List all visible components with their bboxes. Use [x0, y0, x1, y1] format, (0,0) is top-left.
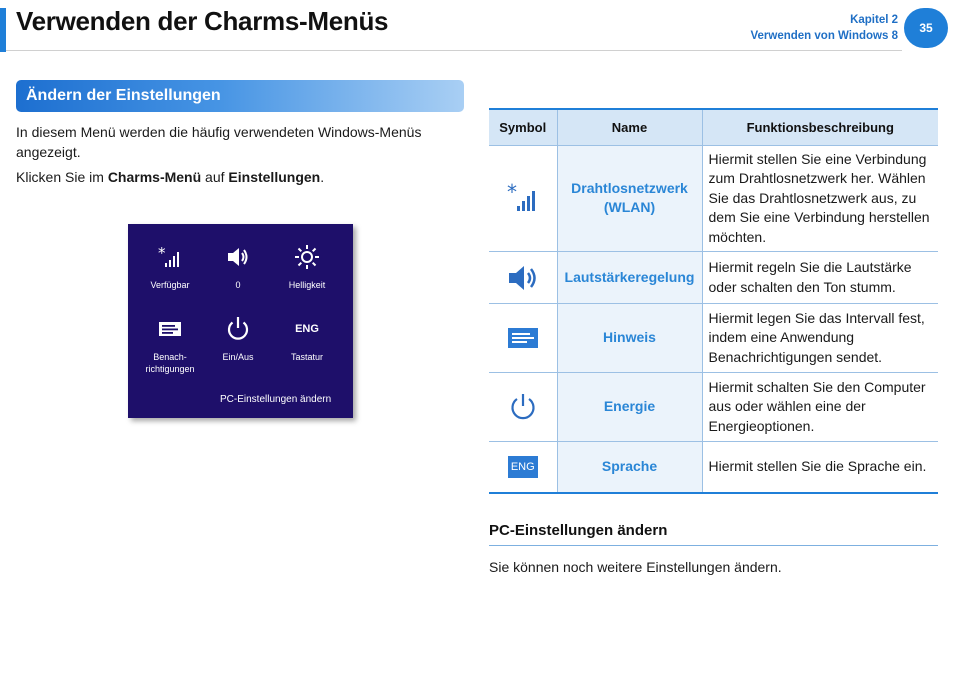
settings-term: Einstellungen — [228, 169, 321, 185]
charm-tile-label — [135, 351, 205, 375]
charms-settings-table — [489, 108, 938, 494]
table-row — [489, 145, 938, 252]
charm-tile-label: Verfügbar — [150, 280, 190, 290]
wireless-icon — [135, 240, 205, 274]
charm-tile-volume[interactable] — [203, 240, 273, 291]
charm-tile-label: Ein/Aus — [222, 352, 254, 362]
language-badge: ENG — [508, 456, 538, 478]
charm-tile-power[interactable] — [203, 312, 273, 363]
column-header-name: Name — [557, 109, 702, 145]
symbol-cell — [489, 252, 557, 304]
chapter-number: Kapitel 2 — [850, 14, 898, 26]
charm-tile-brightness[interactable] — [272, 240, 342, 291]
language-icon — [272, 312, 342, 346]
column-header-description: Funktionsbeschreibung — [702, 109, 938, 145]
brightness-icon — [272, 240, 342, 274]
name-cell: Sprache — [557, 442, 702, 493]
pc-settings-link[interactable]: PC-Einstellungen ändern — [220, 394, 332, 405]
name-cell: Lautstärkeregelung — [557, 252, 702, 304]
instruction-text: auf — [201, 169, 229, 185]
intro-paragraph: In diesem Menü werden die häufig verwendeten Windows-Menüs angezeigt. — [16, 124, 422, 160]
section-heading-bar — [16, 80, 464, 112]
description-cell: Hiermit stellen Sie die Sprache ein. — [702, 442, 938, 493]
notifications-icon — [489, 326, 557, 350]
charm-tile-label-line: Benach- — [153, 352, 187, 362]
power-icon — [489, 391, 557, 423]
name-cell: Hinweis — [557, 304, 702, 373]
chapter-title: Verwenden von Windows 8 — [750, 30, 898, 42]
subsection-paragraph: Sie können noch weitere Einstellungen ändern. — [489, 559, 782, 575]
svg-text:*: * — [158, 244, 166, 262]
symbol-cell — [489, 373, 557, 442]
header-accent-bar — [0, 8, 6, 52]
volume-icon — [203, 240, 273, 274]
power-icon — [203, 312, 273, 346]
section-title: Ändern der Einstellungen — [26, 87, 221, 104]
page-title: Verwenden der Charms-Menüs — [16, 6, 389, 36]
description-cell: Hiermit schalten Sie den Computer aus oder wählen eine der Energieoptionen. — [702, 373, 938, 442]
symbol-cell — [489, 304, 557, 373]
notifications-icon — [135, 312, 205, 346]
instruction-text: . — [320, 169, 325, 185]
page-number: 35 — [904, 8, 948, 48]
instruction-text: Klicken Sie im — [16, 169, 108, 185]
name-cell: Drahtlosnetzwerk (WLAN) — [557, 145, 702, 252]
charm-tile-notifications[interactable] — [135, 312, 205, 375]
svg-text:*: * — [506, 182, 517, 205]
name-cell: Energie — [557, 373, 702, 442]
table-row — [489, 442, 938, 493]
charms-menu-term: Charms-Menü — [107, 169, 202, 185]
table-row — [489, 252, 938, 304]
symbol-cell — [489, 442, 557, 493]
table-row — [489, 304, 938, 373]
charm-tile-label: Tastatur — [290, 352, 323, 362]
description-cell: Hiermit regeln Sie die Lautstärke oder schalten den Ton stumm. — [702, 252, 938, 304]
charm-tile-keyboard[interactable] — [272, 312, 342, 363]
charm-tile-label-line: richtigungen — [145, 364, 195, 374]
wireless-icon — [489, 182, 557, 214]
table-header-row — [489, 109, 938, 145]
symbol-cell — [489, 145, 557, 252]
volume-icon — [489, 262, 557, 294]
charm-tile-wireless[interactable] — [135, 240, 205, 291]
language-icon — [489, 456, 557, 478]
column-header-symbol: Symbol — [489, 109, 557, 145]
table-row — [489, 373, 938, 442]
settings-charm-panel — [128, 224, 353, 418]
subsection-title: PC-Einstellungen ändern — [489, 522, 668, 539]
charm-tile-label: 0 — [235, 280, 241, 290]
description-cell: Hiermit stellen Sie eine Verbindung zum Drahtlosnetzwerk her. Wählen Sie das Drahtlosnetzwerk aus, zu dem Sie eine Verbindung herstellen möchten. — [702, 145, 938, 252]
subsection-divider — [489, 545, 938, 546]
header-divider — [6, 50, 902, 51]
charm-tile-label: Helligkeit — [288, 280, 326, 290]
chapter-info — [750, 12, 898, 44]
instruction-paragraph — [16, 167, 466, 187]
language-icon-text: ENG — [295, 323, 319, 335]
description-cell: Hiermit legen Sie das Intervall fest, indem eine Anwendung Benachrichtigungen sendet. — [702, 304, 938, 373]
